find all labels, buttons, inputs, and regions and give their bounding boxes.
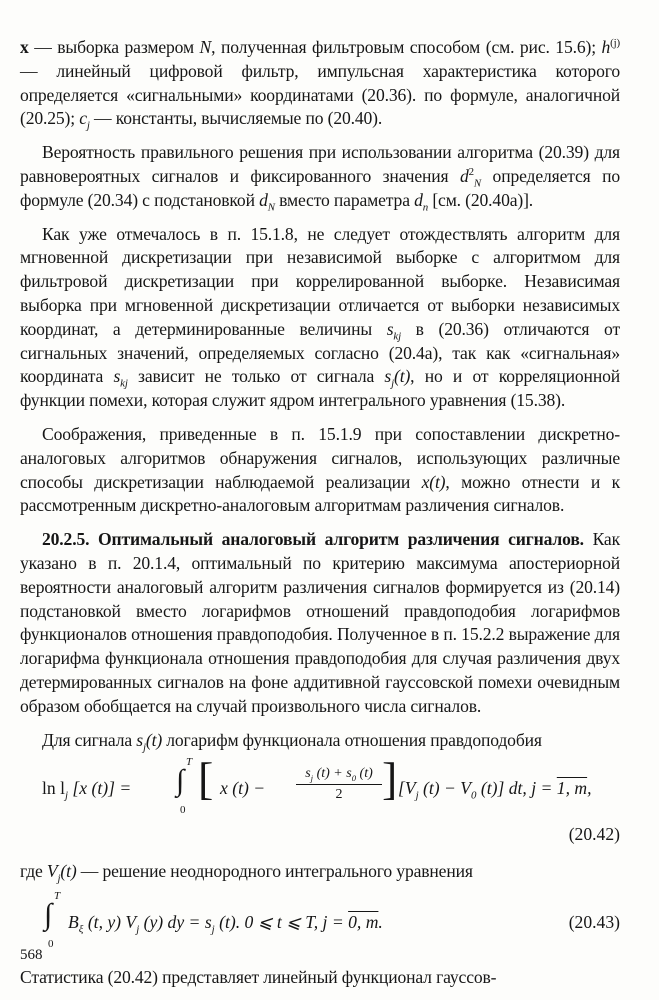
text: [V <box>398 778 416 799</box>
text: (t, y) V <box>83 912 137 933</box>
subscript: kj <box>393 330 401 343</box>
symbol: (t) <box>145 729 163 750</box>
text: в (20.36) отличаются от сигнальных значений, определяемых согласно (20.4а), так как «сигнальная» координата <box>20 318 620 387</box>
integral-sign: ∫ <box>176 764 185 798</box>
text: (t) − V <box>418 778 472 799</box>
text: (t). 0 ⩽ t ⩽ T, j = <box>214 912 349 933</box>
text: Соображения, приведенные в п. 15.1.9 при сопоставлении дискретно-аналоговых алгоритмов обнаружения сигналов, использующих различные способы дискретизации наблюдаемой реализации <box>20 423 620 492</box>
upper-limit: T <box>186 756 193 769</box>
symbol: x(t) <box>421 471 446 492</box>
symbol-x: x <box>20 37 29 57</box>
text: Вероятность правильного решения при использовании алгоритма (20.39) для равновероятных сигналов и фиксированного значения <box>20 142 620 186</box>
text: [см. (20.40а)]. <box>428 189 534 210</box>
eq-rest <box>398 778 592 802</box>
text: B <box>68 912 79 933</box>
paragraph-8: Статистика (20.42) представляет линейный функционал гауссов- <box>20 967 497 988</box>
subscript: j <box>64 789 69 802</box>
integral-sign: ∫ <box>44 898 53 932</box>
text: определяется по формуле (20.34) с подстановкой <box>20 165 620 210</box>
text: Как указано в п. 20.1.4, оптимальный по критерию максимума апостериорной вероятности аналоговый алгоритм различения сигналов формируется из (20.14) подстановкой вместо логарифмов отношений правдоподобия логарифмов функционалов отношения правдоподобия. Полученное в п. 15.2.2 выражение для логарифма функционала отношения правдоподобия для случая различения двух детермированных сигналов на фоне аддитивной гауссовской помехи очевидным образом обобщается на случай произвольного числа сигналов. <box>20 529 620 716</box>
text: — линейный цифровой фильтр, импульсная характеристика которого определяется «сигнальными» координатами (20.36). по формуле, аналогичной (20.25); <box>20 60 620 129</box>
subscript: j <box>57 872 61 885</box>
symbol: d <box>459 165 469 186</box>
text: зависит не только от сигнала <box>127 366 385 387</box>
symbol: d <box>414 189 423 210</box>
text: (t) + s <box>313 766 352 782</box>
text: Как уже отмечалось в п. 15.1.8, не следует отождествлять алгоритм для мгновенной дискретизации при независимой выборке с алгоритмом для фильтровой дискретизации при коррелированной выборке. Независимая выборка при мгновенной дискретизации отличается от выборки независимых координат, а детерминированные величины <box>20 223 620 339</box>
eq-term: x (t) − <box>220 778 266 799</box>
symbol: (t) <box>394 366 411 387</box>
denominator: 2 <box>335 787 343 803</box>
open-bracket: [ <box>198 753 214 805</box>
text: , <box>587 778 592 799</box>
eq-lhs <box>42 778 132 802</box>
symbol: s <box>386 318 394 339</box>
text: — константы, вычисляемые по (20.40). <box>89 108 383 129</box>
text: . <box>378 912 383 933</box>
equation-20-43 <box>20 888 620 958</box>
subscript: kj <box>120 377 128 390</box>
subscript: 0 <box>471 789 477 802</box>
text: ln l <box>42 778 65 799</box>
paragraph-7 <box>20 860 620 884</box>
subscript: j <box>310 773 314 784</box>
subscript: N <box>267 201 275 214</box>
text: логарифм функционала отношения правдоподобия <box>162 729 542 750</box>
index-range: 1, m <box>556 778 588 799</box>
paragraph-3 <box>20 223 620 413</box>
numerator <box>296 766 382 785</box>
symbol: N <box>199 37 212 57</box>
subscript: j <box>136 923 140 936</box>
subscript: 0 <box>351 773 357 784</box>
subscript: j <box>391 377 395 390</box>
symbol: s <box>384 366 392 387</box>
symbol: h <box>601 37 611 57</box>
symbol: s <box>113 366 121 387</box>
text: (y) dy = s <box>139 912 212 933</box>
text: s <box>305 766 311 782</box>
close-bracket: ] <box>382 753 398 805</box>
index-range: 0, m <box>348 912 379 933</box>
paragraph-2 <box>20 141 620 212</box>
text: где <box>20 861 47 882</box>
subscript: N <box>473 177 482 190</box>
subscript: j <box>415 789 419 802</box>
subscript: ξ <box>78 923 84 936</box>
superscript: (j) <box>610 37 621 50</box>
subscript: j <box>211 923 215 936</box>
text: , но и от корреляционной функции помехи, которая служит ядром интегрального уравнения (15.38). <box>20 366 620 411</box>
section-heading: 20.2.5. Оптимальный аналоговый алгоритм различения сигналов. <box>42 529 584 550</box>
fraction <box>296 766 382 803</box>
lower-limit: 0 <box>180 804 186 817</box>
symbol: V <box>46 861 58 882</box>
text: (t) <box>356 766 373 782</box>
symbol: s <box>136 729 143 750</box>
subscript: j <box>142 741 146 754</box>
paragraph-4 <box>20 423 620 518</box>
paragraph-6 <box>20 729 620 753</box>
eq-body <box>68 912 383 936</box>
paragraph-5 <box>20 528 620 718</box>
symbol: (t) <box>60 861 77 882</box>
text: [x (t)] = <box>68 778 132 799</box>
equation-number: (20.42) <box>568 824 620 845</box>
page-body <box>20 36 620 990</box>
text: — выборка размером <box>28 37 200 57</box>
symbol: d <box>259 189 268 210</box>
text: , можно отнести и к рассмотренным дискретно-аналоговым алгоритмам различения сигналов. <box>20 471 620 516</box>
superscript: 2 <box>468 166 474 179</box>
equation-20-42 <box>20 752 620 854</box>
text: Для сигнала <box>42 729 137 750</box>
upper-limit: T <box>54 890 61 903</box>
text: — решение неоднородного интегрального уравнения <box>76 861 473 882</box>
paragraph-1 <box>20 36 620 131</box>
equation-number: (20.43) <box>568 912 620 933</box>
symbol: c <box>79 108 87 129</box>
lower-limit: 0 <box>48 938 54 951</box>
subscript: j <box>86 119 90 132</box>
text: (t)] dt, j = <box>476 778 557 799</box>
text: вместо параметра <box>274 189 415 210</box>
page-number: 568 <box>20 947 43 963</box>
text: , полученная фильтровым способом (см. рис. 15.6); <box>211 37 602 57</box>
subscript: n <box>422 201 429 214</box>
